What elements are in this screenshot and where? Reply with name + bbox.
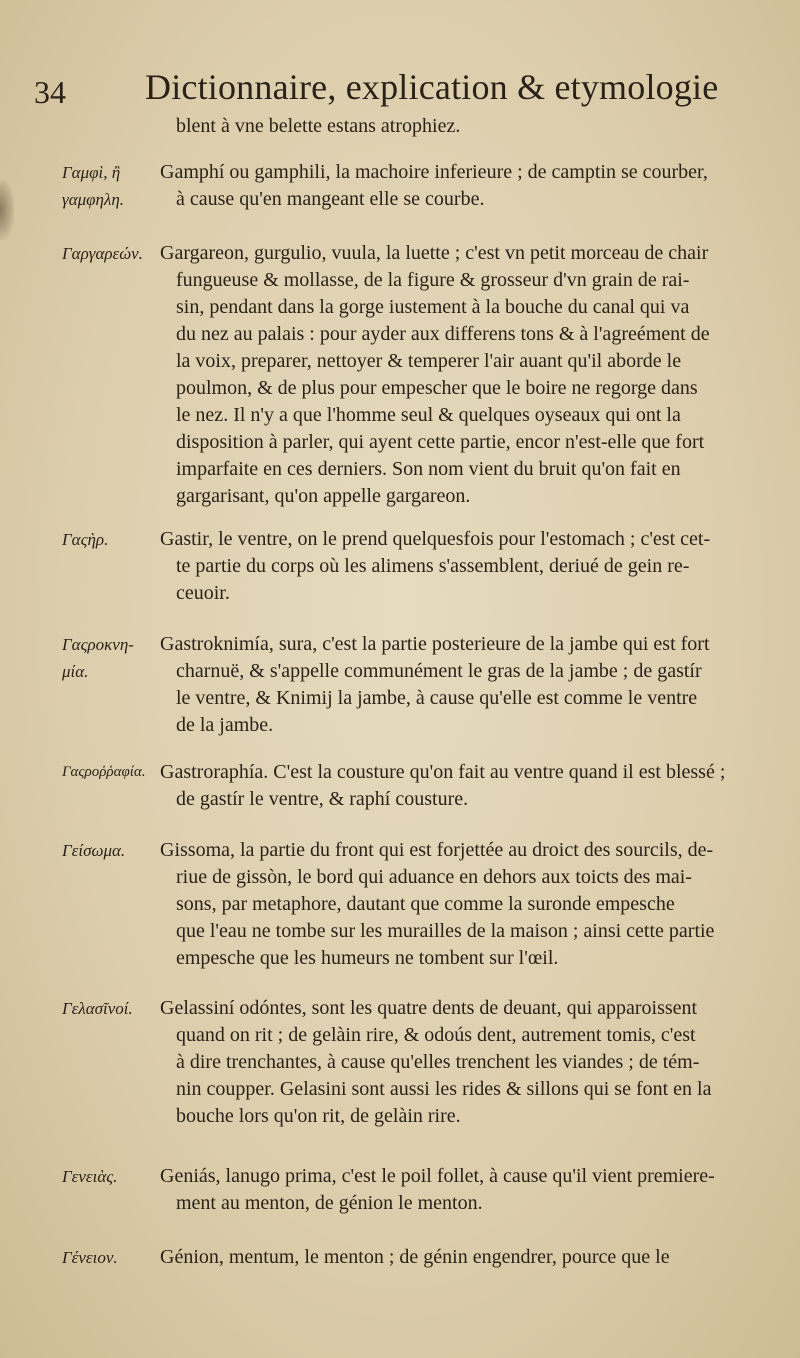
greek-headword: Γαργαρεών. — [62, 244, 143, 263]
entry-line: le ventre, & Knimij la jambe, à cause qu'elle est comme le ventre — [176, 687, 698, 709]
entry-line: Geniás, lanugo prima, c'est le poil follet, à cause qu'il vient premiere- — [160, 1165, 715, 1187]
entry-line: nin coupper. Gelasini sont aussi les rides & sillons qui se font en la — [176, 1078, 712, 1100]
entry-line: sin, pendant dans la gorge iustement à la bouche du canal qui va — [176, 296, 690, 318]
greek-headword: Γαςὴρ. — [62, 530, 109, 549]
entry-line: à dire trenchantes, à cause qu'elles trenchent les viandes ; de tém- — [176, 1051, 700, 1073]
entry-line: Gelassiní odóntes, sont les quatre dents de deuant, qui apparoissent — [160, 997, 698, 1019]
entry-line: Gissoma, la partie du front qui est forjettée au droict des sourcils, de- — [160, 839, 714, 861]
entry-line: que l'eau ne tombe sur les murailles de la maison ; ainsi cette partie — [176, 920, 715, 942]
entry-line: Gastroknimía, sura, c'est la partie posterieure de la jambe qui est fort — [160, 633, 710, 655]
entry-line: de gastír le ventre, & raphí cousture. — [176, 788, 469, 810]
page-edge-stain — [0, 180, 14, 240]
entry-line: fungueuse & mollasse, de la figure & grosseur d'vn grain de rai- — [176, 269, 690, 291]
entry-line: ment au menton, de génion le menton. — [176, 1192, 483, 1214]
entry-line: la voix, preparer, nettoyer & temperer l'air auant qu'il aborde le — [176, 350, 682, 372]
entry-line: sons, par metaphore, dautant que comme la suronde empesche — [176, 893, 675, 915]
greek-headword: Γελασῖνοί. — [62, 999, 133, 1018]
greek-headword: Γαςροκνη-μία. — [62, 635, 134, 681]
entry-line: gargarisant, qu'on appelle gargareon. — [176, 485, 471, 507]
entry-line: Gastroraphía. C'est la cousture qu'on fait au ventre quand il est blessé ; — [160, 761, 726, 783]
entry-line: bouche lors qu'on rit, de gelàin rire. — [176, 1105, 461, 1127]
entry-line: le nez. Il n'y a que l'homme seul & quelques oyseaux qui ont la — [176, 404, 681, 426]
entry-line: Génion, mentum, le menton ; de génin engendrer, pource que le — [160, 1246, 670, 1268]
entry-line: disposition à parler, qui ayent cette partie, encor n'est-elle que fort — [176, 431, 705, 453]
entry-line: riue de gissòn, le bord qui aduance en dehors aux toicts des mai- — [176, 866, 692, 888]
entry-line: de la jambe. — [176, 714, 274, 736]
entry-line: empesche que les humeurs ne tombent sur l'œil. — [176, 947, 559, 969]
entry-line: poulmon, & de plus pour empescher que le boire ne regorge dans — [176, 377, 698, 399]
greek-headword: Γαμφὶ, ἢ γαμφηλη. — [62, 163, 125, 209]
entry-line: ceuoir. — [176, 582, 230, 604]
running-title: Dictionnaire, explication & etymologie — [145, 67, 719, 107]
page-number: 34 — [34, 74, 66, 110]
entry-line: Gargareon, gurgulio, vuula, la luette ; c'est vn petit morceau de chair — [160, 242, 709, 264]
entry-line: Gastir, le ventre, on le prend quelquesfois pour l'estomach ; c'est cet- — [160, 528, 711, 550]
entry-line: du nez au palais : pour ayder aux differens tons & à l'agreément de — [176, 323, 710, 345]
entry-line: charnuë, & s'appelle communément le gras de la jambe ; de gastír — [176, 660, 702, 682]
entry-line: à cause qu'en mangeant elle se courbe. — [176, 188, 485, 210]
entry-line: imparfaite en ces derniers. Son nom vient du bruit qu'on fait en — [176, 458, 681, 480]
entry-line: Gamphí ou gamphili, la machoire inferieure ; de camptin se courber, — [160, 161, 708, 183]
entry-line: quand on rit ; de gelàin rire, & odoús dent, autrement tomis, c'est — [176, 1024, 696, 1046]
greek-headword: Γαςροῤῥαφία. — [62, 764, 146, 780]
entry-line: blent à vne belette estans atrophiez. — [176, 115, 461, 137]
entry-line: te partie du corps où les alimens s'assemblent, deriué de gein re- — [176, 555, 690, 577]
greek-headword: Γείσωμα. — [62, 841, 126, 860]
greek-headword: Γένειον. — [62, 1248, 118, 1267]
greek-headword: Γενειὰς. — [62, 1167, 118, 1186]
